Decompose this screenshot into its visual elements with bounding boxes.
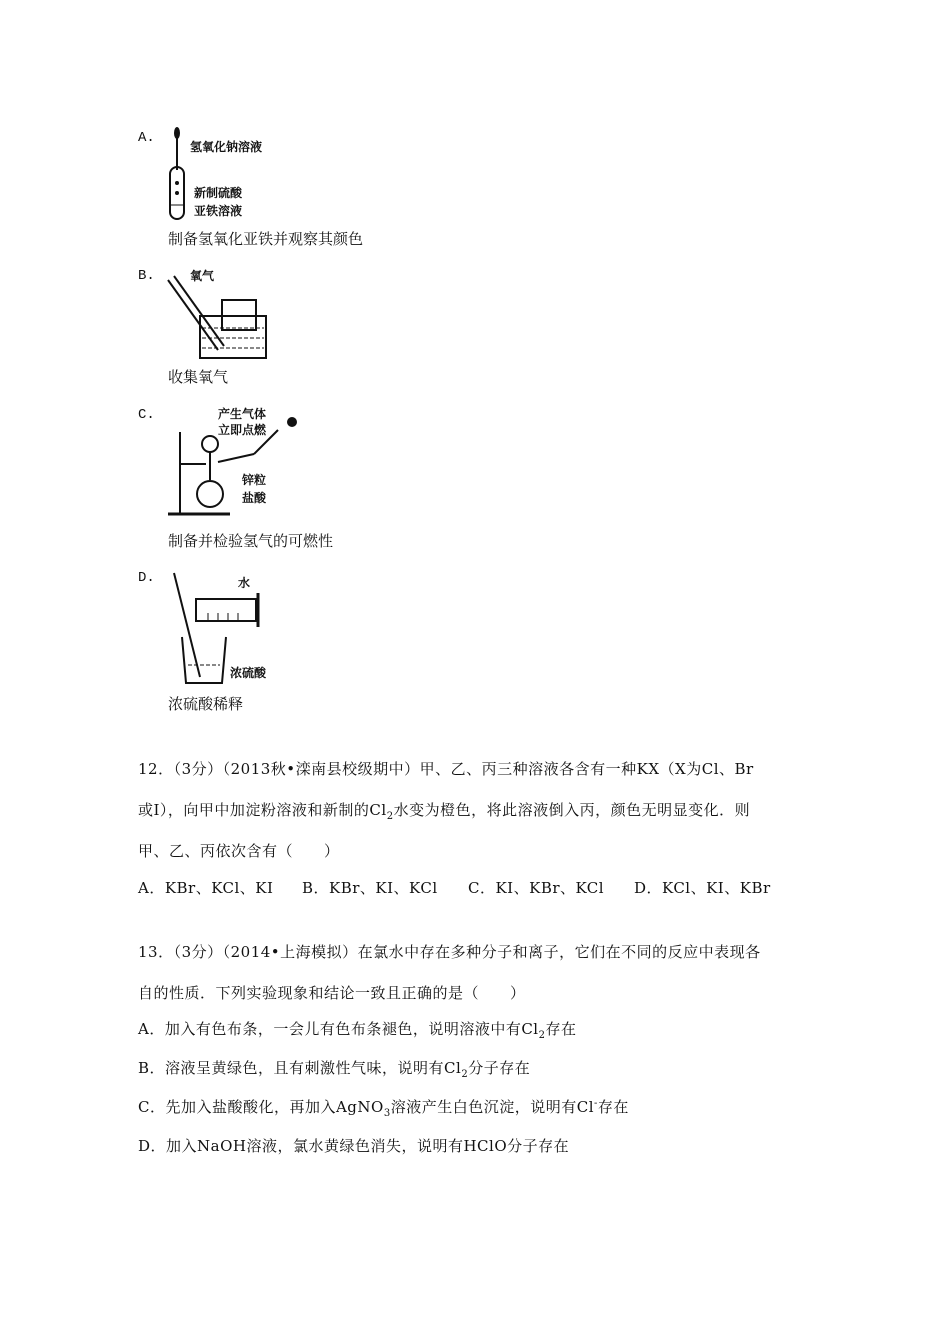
q13-opt-b-tail: 分子存在: [468, 1059, 531, 1077]
fig-d-label-2: 浓硫酸: [230, 666, 267, 680]
q13-line-2: 自的性质．下列实验现象和结论一致且正确的是（ ）: [138, 984, 526, 1002]
q13-text-1: （3分）（2014•上海模拟）在氯水中存在多种分子和离子，它们在不同的反应中表现各: [173, 943, 761, 961]
option-d-letter: D.: [138, 570, 155, 586]
q13-opt-c-text: C．先加入盐酸酸化，再加入AgNO: [138, 1098, 384, 1116]
fig-b-label: 氧气: [190, 269, 215, 283]
option-a-letter: A.: [138, 130, 155, 146]
option-c-letter: C.: [138, 407, 155, 423]
q12-option-a[interactable]: A．KBr、KCl、KI: [138, 879, 274, 897]
acid-dilution-figure: [160, 565, 290, 690]
fig-c-label-1: 产生气体: [218, 407, 267, 421]
q13-number: 13．: [138, 943, 174, 961]
q12-text-1: （3分）（2013秋•滦南县校级期中）甲、乙、丙三种溶液各含有一种KX（X为Cl、Br: [173, 760, 754, 778]
q13-opt-a-tail: 存在: [545, 1020, 577, 1038]
oxygen-collection-figure: [160, 262, 280, 362]
fig-d-label-1: 水: [238, 576, 251, 590]
option-b-caption: 收集氧气: [168, 368, 229, 386]
q13-opt-c-mid: 溶液产生白色沉淀，说明有Cl: [390, 1098, 594, 1116]
q13-option-d[interactable]: D．加入NaOH溶液，氯水黄绿色消失，说明有HClO分子存在: [138, 1137, 570, 1155]
q12-line-1: [138, 758, 754, 779]
q12-option-d[interactable]: D．KCl、KI、KBr: [634, 879, 771, 897]
q13-opt-c-tail: 存在: [597, 1098, 629, 1116]
option-a-caption: 制备氢氧化亚铁并观察其颜色: [168, 230, 364, 248]
q12-line-3: 甲、乙、丙依次含有（ ）: [138, 842, 340, 860]
q13-opt-a-sub: 2: [538, 1030, 546, 1041]
option-c-caption: 制备并检验氢气的可燃性: [168, 532, 334, 550]
q13-option-c[interactable]: [138, 1096, 629, 1119]
fig-a-label-3: 亚铁溶液: [194, 204, 243, 218]
fig-a-label-1: 氢氧化钠溶液: [190, 140, 263, 154]
q13-option-b[interactable]: [138, 1057, 530, 1080]
q12-number: 12．: [138, 760, 174, 778]
q13-opt-b-text: B．溶液呈黄绿色，且有刺激性气味，说明有Cl: [138, 1059, 462, 1077]
q12-option-c[interactable]: C．KI、KBr、KCl: [468, 879, 605, 897]
q13-opt-c-sup: -: [594, 1098, 598, 1109]
q13-line-1: [138, 941, 761, 962]
option-b-letter: B.: [138, 268, 155, 284]
hydrogen-preparation-figure: [160, 402, 320, 522]
q13-opt-c-sub: 3: [383, 1108, 391, 1119]
q13-opt-b-sub: 2: [461, 1069, 469, 1080]
fig-c-label-3: 锌粒: [242, 473, 267, 487]
q12-line-2: [138, 799, 750, 822]
option-d-caption: 浓硫酸稀释: [168, 695, 244, 713]
fig-c-label-4: 盐酸: [242, 491, 267, 505]
q13-opt-a-text: A．加入有色布条，一会儿有色布条褪色，说明溶液中有Cl: [138, 1020, 539, 1038]
ferrous-hydroxide-apparatus-figure: [160, 125, 280, 225]
q12-text-2a: 或I），向甲中加淀粉溶液和新制的Cl: [138, 801, 387, 819]
fig-a-label-2: 新制硫酸: [194, 186, 243, 200]
q12-option-b[interactable]: B．KBr、KI、KCl: [302, 879, 438, 897]
q12-text-2b: 水变为橙色，将此溶液倒入丙，颜色无明显变化．则: [393, 801, 751, 819]
q12-sub: 2: [386, 811, 394, 822]
q13-option-a[interactable]: [138, 1018, 577, 1041]
fig-c-label-2: 立即点燃: [218, 423, 267, 437]
